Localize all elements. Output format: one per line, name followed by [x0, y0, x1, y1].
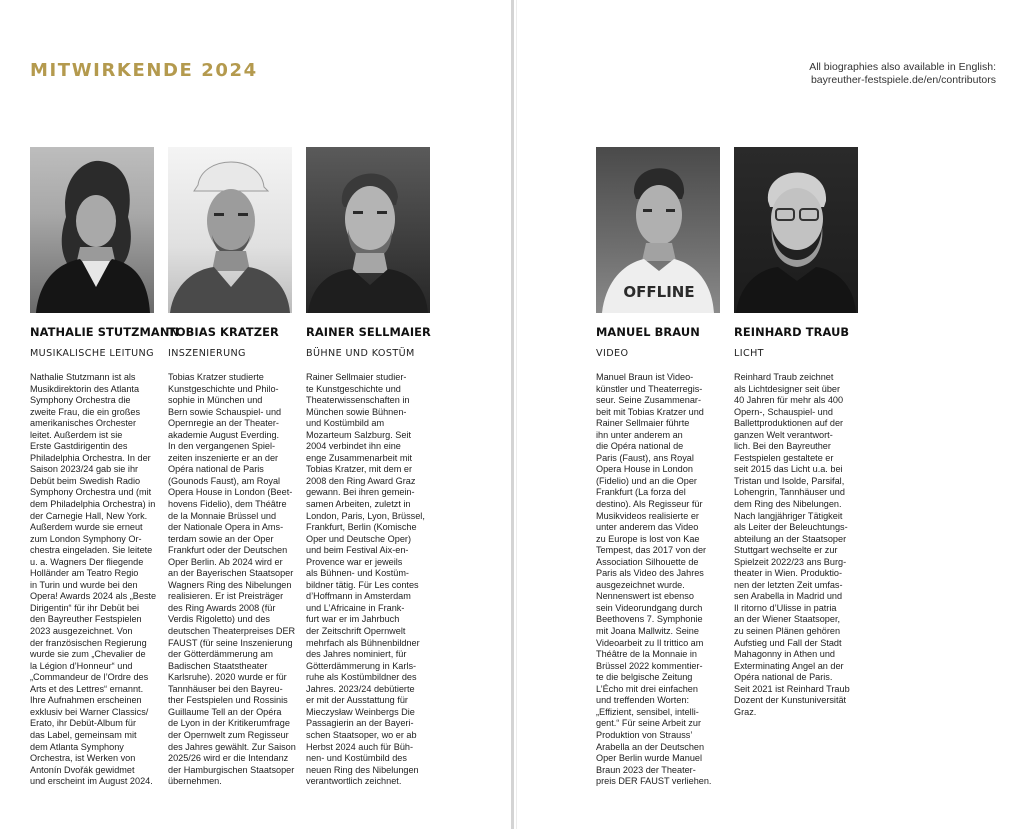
biography-line: Philadelphia Orchestra. In der: [30, 452, 151, 463]
contributor-tobias-kratzer: [168, 147, 294, 788]
contributor-biography: [30, 372, 156, 788]
biography-line: Brüssel 2022 kommentier-: [596, 660, 703, 671]
biography-line: der Opernwelt zum Regisseur: [168, 729, 289, 740]
biography-line: in Turin und wurde bei den: [30, 579, 138, 590]
biography-line: Il ritorno d’Ulisse in patria: [734, 602, 837, 613]
biography-line: Rainer Sellmaier studier-: [306, 372, 407, 382]
biography-line: de la Monnaie Brüssel und: [168, 510, 277, 521]
biography-line: und treffenden Worten:: [596, 695, 690, 706]
biography-line: ganzen Welt verantwort-: [734, 429, 833, 440]
biography-line: Opernregie an der Theater-: [168, 418, 279, 429]
portrait-photo: [168, 147, 292, 313]
biography-line: Dirigentin“ für ihr Debüt bei: [30, 602, 140, 613]
biography-line: chestra eingeladen. Sie leitete: [30, 545, 153, 556]
biography-line: sein Videorundgang durch: [596, 602, 703, 613]
biography-line: gewann. Bei ihren gemein-: [306, 487, 415, 498]
biography-line: des Jahres nominiert, für: [306, 649, 407, 660]
biography-line: den Bayreuther Festspielen: [30, 614, 142, 625]
biography-line: Guillaume Tell an der Opéra: [168, 706, 282, 717]
biography-line: akademie August Everding.: [168, 429, 280, 440]
biography-line: Kunstgeschichte und Philo-: [168, 383, 279, 394]
biography-line: Videoarbeit zu Il trittico am: [596, 637, 704, 648]
biography-line: schen Staatsoper, wo er ab: [306, 729, 417, 740]
contributor-biography: [168, 372, 294, 788]
biography-line: sophie in München und: [168, 395, 263, 406]
biography-line: te die belgische Zeitung: [596, 672, 693, 683]
biography-line: Passagierin an der Bayeri-: [306, 718, 414, 729]
biography-line: ruhe als Kostümbildner des: [306, 672, 417, 683]
biography-line: und L’Africaine in Frank-: [306, 602, 405, 613]
biography-line: Dozent der Kunstuniversität: [734, 695, 847, 706]
biography-line: Association Silhouette de: [596, 556, 699, 567]
biography-line: Erato, ihr Debüt-Album für: [30, 718, 136, 729]
biography-line: und beim Festival Aix-en-: [306, 545, 409, 556]
biography-line: Tannhäuser bei den Bayreu-: [168, 683, 283, 694]
biography-line: die Opéra national de: [596, 441, 684, 452]
biography-line: an der Bayerischen Staatsoper: [168, 568, 294, 579]
biography-line: Festspielen gestaltete er: [734, 452, 834, 463]
biography-line: „Effizient, sensibel, intelli-: [596, 706, 699, 717]
contributor-name: RAINER SELLMAIER: [306, 325, 431, 339]
portrait-photo: [306, 147, 430, 313]
biography-line: Symphony Orchestra die: [30, 395, 131, 406]
biography-line: (Fidelio) und an die Oper: [596, 475, 697, 486]
biography-line: seur. Seine Zusammenar-: [596, 395, 701, 406]
biography-line: Tempest, das 2017 von der: [596, 545, 707, 556]
biography-line: als Lichtdesigner seit über: [734, 383, 841, 394]
biography-line: furt war er im Jahrbuch: [306, 614, 400, 625]
contributor-biography: [306, 372, 432, 788]
biography-line: terdam sowie an der Oper: [168, 533, 274, 544]
biography-line: neuen Ring des Nibelungen: [306, 764, 419, 775]
biography-line: Nach langjähriger Tätigkeit: [734, 510, 843, 521]
biography-line: das Label, gemeinsam mit: [30, 729, 137, 740]
biography-line: Oper Berlin wurde Manuel: [596, 753, 703, 764]
biography-line: Musikdirektorin des Atlanta: [30, 383, 140, 394]
biography-line: und Kostümbild am: [306, 418, 385, 429]
biography-line: Opera House in London: [596, 464, 693, 475]
biography-line: wurde sie zum „Chevalier de: [30, 649, 146, 660]
biography-line: Paris (Faust), ans Royal: [596, 452, 694, 463]
biography-line: mehrfach als Bühnenbildner: [306, 637, 420, 648]
biography-line: dem Philadelphia Orchestra) in: [30, 499, 156, 510]
contributor-biography: [734, 372, 860, 718]
biography-line: Seit 2021 ist Reinhard Traub: [734, 683, 850, 694]
contributor-role: VIDEO: [596, 348, 629, 359]
biography-line: zu seinen Plänen gehören: [734, 626, 841, 637]
portrait-illustration: [596, 147, 720, 313]
portrait-photo: [596, 147, 720, 313]
biography-line: Exterminating Angel an der: [734, 660, 844, 671]
portrait-illustration: [168, 147, 292, 313]
biography-line: übernehmen.: [168, 776, 222, 787]
biography-line: la Légion d’Honneur“ und: [30, 660, 133, 671]
biography-line: d’Hoffmann in Amsterdam: [306, 591, 411, 602]
biography-line: Frankfurt (La forza del: [596, 487, 686, 498]
contributor-name: REINHARD TRAUB: [734, 325, 850, 339]
biography-line: Nathalie Stutzmann ist als: [30, 372, 136, 382]
biography-line: Paris als Video des Jahres: [596, 568, 704, 579]
portrait-photo: [734, 147, 858, 313]
biography-line: beit mit Tobias Kratzer und: [596, 406, 704, 417]
biography-line: ther Festspielen und Rossinis: [168, 695, 288, 706]
contributor-reinhard-traub: [734, 147, 860, 718]
biography-line: exklusiv bei Warner Classics/: [30, 706, 149, 717]
biography-line: verantwortlich zeichnet.: [306, 776, 402, 787]
biography-line: Frankfurt oder der Deutschen: [168, 545, 288, 556]
biography-line: der Hamburgischen Staatsoper: [168, 764, 295, 775]
biography-line: 40 Jahren für mehr als 400: [734, 395, 844, 406]
biography-line: Aufstieg und Fall der Stadt: [734, 637, 842, 648]
biography-line: Musikvideos realisierte er: [596, 510, 699, 521]
biography-line: enge Zusammenarbeit mit: [306, 452, 412, 463]
biography-line: ihn unter anderem an: [596, 429, 683, 440]
page-gutter: [511, 0, 514, 829]
section-title: MITWIRKENDE 2024: [30, 60, 258, 81]
biography-line: seit 2015 das Licht u.a. bei: [734, 464, 843, 475]
biography-line: destino). Als Regisseur für: [596, 499, 703, 510]
biography-line: deutschen Theaterpreises DER: [168, 626, 296, 637]
contributor-role: BÜHNE UND KOSTÜM: [306, 348, 415, 359]
biography-line: unter anderem das Video: [596, 522, 699, 533]
biography-line: der Carnegie Hall, New York.: [30, 510, 148, 521]
biography-line: Opéra national de Paris: [168, 464, 264, 475]
biography-line: Orchestra, ist Werken von: [30, 753, 136, 764]
biography-line: realisieren. Er ist Preisträger: [168, 591, 284, 602]
biography-line: L’Écho mit drei einfachen: [596, 683, 698, 694]
biography-line: lich. Bei den Bayreuther: [734, 441, 831, 452]
portrait-photo: [30, 147, 154, 313]
biography-line: 2004 verbindet ihn eine: [306, 441, 401, 452]
biography-line: Rainer Sellmaier führte: [596, 418, 690, 429]
contributor-biography: [596, 372, 722, 788]
biography-line: dem Ring des Nibelungen.: [734, 499, 842, 510]
contributor-name: NATHALIE STUTZMANN: [30, 325, 180, 339]
biography-line: dem Atlanta Symphony: [30, 741, 124, 752]
biography-line: Antonín Dvořák gewidmet: [30, 764, 135, 775]
biography-line: Opera House in London (Beet-: [168, 487, 293, 498]
biography-line: der französischen Regierung: [30, 637, 147, 648]
contributor-manuel-braun: [596, 147, 722, 788]
portrait-illustration: [306, 147, 430, 313]
biography-line: de Lyon in der Kritikerumfrage: [168, 718, 290, 729]
biography-line: der Nationale Opera in Ams-: [168, 522, 284, 533]
biography-line: Karlsruhe). 2020 wurde er für: [168, 672, 287, 683]
biography-line: Oper Berlin. Ab 2024 wird er: [168, 556, 283, 567]
biography-note-line: All biographies also available in English:: [809, 61, 996, 73]
biography-line: Herbst 2024 auch für Büh-: [306, 741, 414, 752]
biography-line: (Gounods Faust), am Royal: [168, 475, 281, 486]
biography-line: der Götterdämmerung am: [168, 649, 273, 660]
contributor-name: MANUEL BRAUN: [596, 325, 700, 339]
biography-line: Arabella an der Deutschen: [596, 741, 705, 752]
biography-line: mit Joana Mallwitz. Seine: [596, 626, 699, 637]
biography-line: Mozarteum Salzburg. Seit: [306, 429, 411, 440]
biography-line: te Kunstgeschichte und: [306, 383, 401, 394]
contributor-role: MUSIKALISCHE LEITUNG: [30, 348, 154, 359]
biography-line: Bern sowie Schauspiel- und: [168, 406, 282, 417]
biography-line: Théâtre de la Monnaie in: [596, 649, 697, 660]
page-gutter-shadow: [516, 0, 517, 829]
biography-line: Debüt beim Swedish Radio: [30, 475, 141, 486]
biography-line: als Bühnen- und Kostüm-: [306, 568, 409, 579]
biography-line: als Leiter der Beleuchtungs-: [734, 522, 848, 533]
biography-line: und erscheint im August 2024.: [30, 776, 153, 787]
contributor-role: INSZENIERUNG: [168, 348, 246, 359]
biography-line: Nennenswert ist ebenso: [596, 591, 694, 602]
biography-line: nen der letzten Zeit umfas-: [734, 579, 843, 590]
portrait-illustration: [734, 147, 858, 313]
biography-line: Arts et des Lettres“ ernannt.: [30, 683, 144, 694]
biography-line: hovens Fidelio), dem Théâtre: [168, 499, 287, 510]
contributor-role: LICHT: [734, 348, 764, 359]
biography-line: 2008 den Ring Award Graz: [306, 475, 416, 486]
biography-line: Mieczysław Weinbergs Die: [306, 706, 415, 717]
biography-line: Mahagonny in Athen und: [734, 649, 835, 660]
portrait-illustration: [30, 147, 154, 313]
biography-line: London, Paris, Lyon, Brüssel,: [306, 510, 425, 521]
biography-line: 2023 ausgezeichnet. Von: [30, 626, 133, 637]
biography-line: der Zeitschrift Opernwelt: [306, 626, 406, 637]
biography-line: Theaterwissenschaften in: [306, 395, 410, 406]
biography-line: bildner tätig. Für Les contes: [306, 579, 419, 590]
biography-line: Braun 2023 der Theater-: [596, 764, 696, 775]
biography-line: abteilung an der Staatsoper: [734, 533, 847, 544]
biography-line: künstler und Theaterregis-: [596, 383, 703, 394]
biography-line: er mit der Ausstattung für: [306, 695, 408, 706]
biography-line: Frankfurt, Berlin (Komische: [306, 522, 417, 533]
biography-line: München sowie Bühnen-: [306, 406, 407, 417]
biography-note: [736, 61, 996, 87]
biography-line: Tobias Kratzer, mit dem er: [306, 464, 412, 475]
biography-line: Produktion von Strauss’: [596, 729, 693, 740]
biography-line: Ihre Aufnahmen erscheinen: [30, 695, 142, 706]
biography-note-link[interactable]: bayreuther-festspiele.de/en/contributors: [810, 74, 996, 86]
biography-line: Opéra national de Paris.: [734, 672, 833, 683]
biography-line: Manuel Braun ist Video-: [596, 372, 694, 382]
biography-line: Wagners Ring des Nibelungen: [168, 579, 292, 590]
contributor-name: TOBIAS KRATZER: [168, 325, 279, 339]
biography-line: „Commandeur de l’Ordre des: [30, 672, 149, 683]
biography-line: zum London Symphony Or-: [30, 533, 142, 544]
biography-line: Holländer am Teatro Regio: [30, 568, 139, 579]
biography-line: Götterdämmerung in Karls-: [306, 660, 417, 671]
biography-line: Oper und Deutsche Oper): [306, 533, 411, 544]
biography-line: Tristan und Isolde, Parsifal,: [734, 475, 845, 486]
biography-line: Symphony Orchestra und (mit: [30, 487, 152, 498]
biography-line: gent.“ Für seine Arbeit zur: [596, 718, 701, 729]
biography-line: zeiten inszenierte er an der: [168, 452, 279, 463]
biography-line: nen- und Kostümbild des: [306, 753, 407, 764]
biography-line: Stuttgart wechselte er zur: [734, 545, 838, 556]
biography-line: u. a. Wagners Der fliegende: [30, 556, 144, 567]
biography-line: amerikanisches Orchester: [30, 418, 136, 429]
biography-line: Spielzeit 2022/23 ans Burg-: [734, 556, 847, 567]
biography-line: des Ring Awards 2008 (für: [168, 602, 276, 613]
biography-line: FAUST (für seine Inszenierung: [168, 637, 293, 648]
biography-line: theater in Wien. Produktio-: [734, 568, 843, 579]
biography-line: Saison 2023/24 gab sie ihr: [30, 464, 139, 475]
biography-line: leitet. Außerdem ist sie: [30, 429, 123, 440]
biography-line: In den vergangenen Spiel-: [168, 441, 276, 452]
biography-line: Badischen Staatstheater: [168, 660, 268, 671]
biography-line: Lohengrin, Tannhäuser und: [734, 487, 845, 498]
biography-line: Jahres. 2023/24 debütierte: [306, 683, 415, 694]
contributor-rainer-sellmaier: [306, 147, 432, 788]
biography-line: an der Wiener Staatsoper,: [734, 614, 841, 625]
biography-line: Opern-, Schauspiel- und: [734, 406, 833, 417]
contributor-nathalie-stutzmann: [30, 147, 180, 788]
biography-line: Opera! Awards 2024 als „Beste: [30, 591, 157, 602]
biography-line: preis DER FAUST verliehen.: [596, 776, 712, 787]
biography-line: ausgezeichnet wurde.: [596, 579, 685, 590]
biography-line: Reinhard Traub zeichnet: [734, 372, 834, 382]
biography-line: 2025/26 wird er die Intendanz: [168, 753, 289, 764]
biography-line: Provence war er jeweils: [306, 556, 403, 567]
biography-line: sen Arabella in Madrid und: [734, 591, 843, 602]
biography-line: Tobias Kratzer studierte: [168, 372, 264, 382]
biography-line: Ballettproduktionen auf der: [734, 418, 844, 429]
biography-line: des Jahres gewählt. Zur Saison: [168, 741, 296, 752]
biography-line: Verdis Rigoletto) und des: [168, 614, 270, 625]
shirt-text: OFFLINE: [623, 283, 695, 301]
biography-line: Beethovens 7. Symphonie: [596, 614, 703, 625]
biography-line: zweite Frau, die ein großes: [30, 406, 141, 417]
biography-line: Erste Gastdirigentin des: [30, 441, 128, 452]
biography-line: Außerdem wurde sie erneut: [30, 522, 143, 533]
biography-line: Graz.: [734, 706, 757, 717]
biography-line: zu Europe is lost von Kae: [596, 533, 700, 544]
biography-line: samen Arbeiten, zuletzt in: [306, 499, 411, 510]
